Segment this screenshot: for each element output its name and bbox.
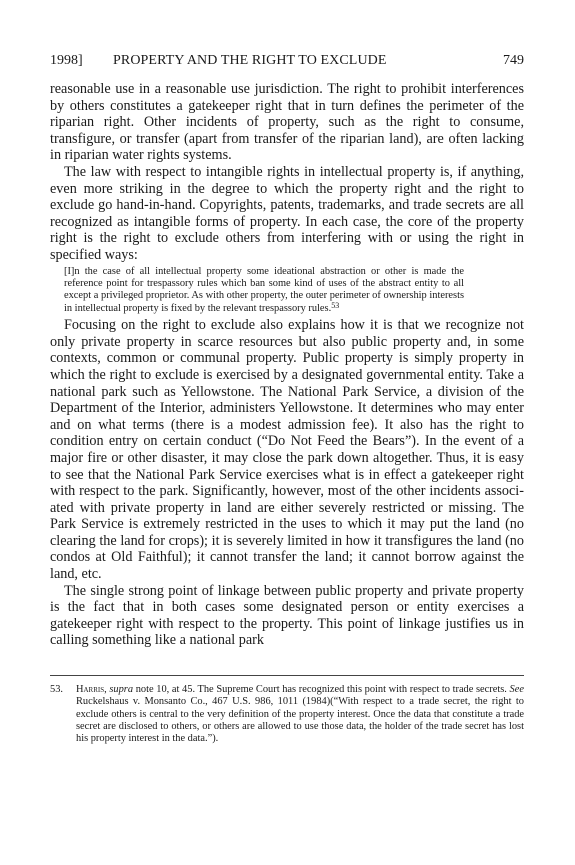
footnote-text — [76, 684, 524, 745]
footnote-53 — [50, 684, 524, 745]
footnote-divider — [50, 675, 524, 676]
footnote-text-2: Ruckelshaus v. Monsanto Co., 467 U.S. 986, 1011 (1984)(“With respect to a trade secret, the right to exclude others is central to the very definition of the property interest. Once the data that constitute a trade secret are disclosed to others, or others are allowed to use those data, the holder of the trade secret has lost his property interest in the data.”). — [76, 696, 524, 745]
footnote-author: Harris, — [76, 684, 107, 695]
header-year: 1998] — [50, 53, 83, 68]
paragraph-3: Focusing on the right to exclude also explains how it is that we recognize not only private property in scarce resources but also public property and, in some contexts, common or communal property. Public property is simply property in which the right to exclude is exercised by a designated governmental entity. Take a national park such as Yellowstone. The National Park Service, a division of the Department of the Interior, administers Yellowstone. It determines who may enter and on what terms (there is a modest admission fee). It also has the right to condition entry on certain conduct (“Do Not Feed the Bears”). In the event of a major fire or other disaster, it may close the park down altogether. Thus, it is easy to see that the National Park Service exercises what is in effect a gatekeeper right with respect to the park. Significantly, however, most of the other incidents associated with private property in land are either severely restricted or missing. The Park Service is extremely restricted in the uses to which it may put the land (no clearing the land for crops); it is severely limited in how it transfigures the land (no condos at Old Faithful); it cannot transfer the land; it cannot borrow against the land, etc. — [50, 317, 524, 583]
paragraph-4: The single strong point of linkage between public property and private property is the fact that in both cases some designated person or entity exercises a gatekeeper right with respect to the property. This point of linkage justifies us in calling something like a national park — [50, 582, 524, 649]
header-title: PROPERTY AND THE RIGHT TO EXCLUDE — [113, 53, 387, 68]
body-text — [50, 81, 524, 649]
block-quote-text: [I]n the case of all intellectual property some ideational abstraction or other is made the reference point for trespassory rules which ban some kind of uses of the abstract entity to all except a privileged proprietor. As with other property, the outer perimeter of ownership interests in intellectual property is fixed by the relevant trespassory rules. — [64, 265, 464, 314]
paragraph-2: The law with respect to intangible rights in intellectual property is, if anything, even more striking in the degree to which the property right and the right to exclude go hand-in-hand. Copyrights, patents, trademarks, and trade secrets are all recognized as intangible forms of property. In each case, the core of the property right is the right to exclude others from interfering with or using the right in specified ways: — [50, 163, 524, 263]
running-header — [50, 52, 524, 70]
footnote-supra: supra — [109, 684, 134, 695]
block-quote — [64, 266, 464, 316]
paragraph-1: reasonable use in a reasonable use jurisdiction. The right to prohibit interferences by others constitutes a gatekeeper right that in turn defines the perimeter of the riparian right. Other incidents of property, such as the right to consume, transfigure, or transfer (apart from transfer of the riparian land), are often lacking in riparian water rights systems. — [50, 81, 524, 164]
page-number: 749 — [503, 53, 524, 68]
footnote-number: 53. — [50, 684, 63, 695]
footnote-see: See — [509, 684, 524, 695]
footnote-text-1: note 10, at 45. The Supreme Court has recognized this point with respect to trade secrets. — [135, 684, 507, 695]
footnote-reference: 53 — [331, 300, 340, 310]
